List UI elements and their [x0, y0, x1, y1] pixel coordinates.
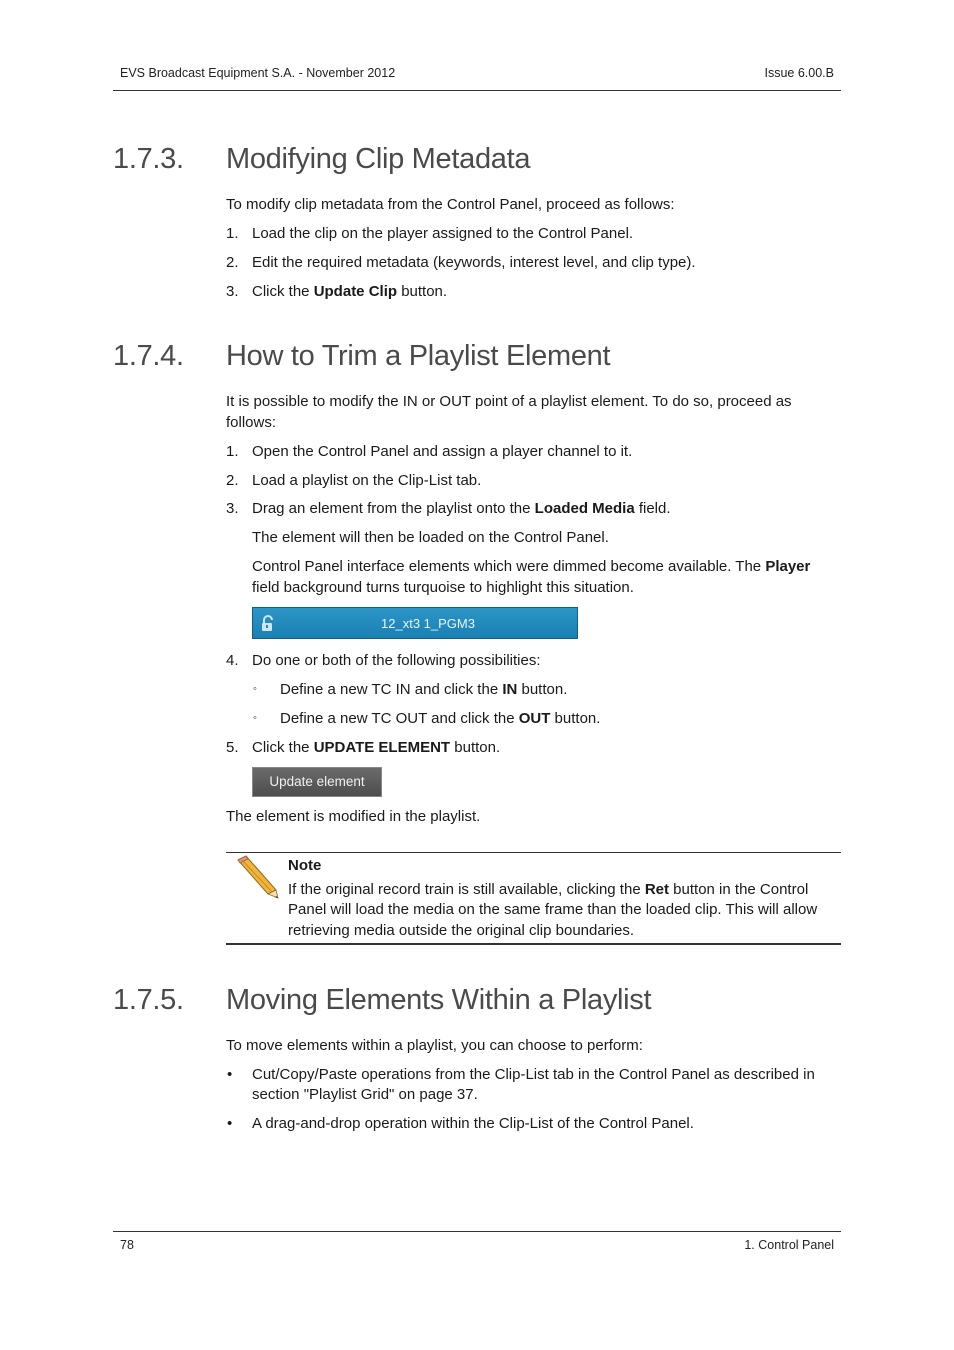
list-number: 1.	[226, 443, 239, 460]
player-field[interactable]	[252, 607, 578, 639]
bold-term: OUT	[518, 710, 551, 727]
sub-list-item	[280, 708, 600, 729]
note-line: retrieving media outside the original clip boundaries.	[288, 922, 635, 939]
bold-term: Player	[765, 558, 811, 575]
list-item: Open the Control Panel and assign a player channel to it.	[252, 443, 633, 460]
list-item: Do one or both of the following possibilities:	[252, 652, 541, 669]
player-field-text: 12_xt3 1_PGM3	[381, 616, 475, 631]
bold-term: Loaded Media	[534, 500, 635, 517]
header-rule	[113, 90, 841, 91]
paragraph-line: follows:	[226, 414, 277, 431]
sub-bullet: ◦	[253, 712, 257, 724]
text-run: If the original record train is still available, clicking the	[288, 881, 645, 898]
bullet: •	[227, 1066, 233, 1083]
list-number: 3.	[226, 500, 239, 517]
text-run: Drag an element from the playlist onto the	[252, 500, 535, 517]
section-title: Modifying Clip Metadata	[226, 143, 531, 175]
list-item	[252, 737, 500, 758]
text-run: button.	[550, 710, 601, 727]
bold-term: Ret	[644, 881, 670, 898]
section-number: 1.7.3.	[113, 143, 184, 175]
paragraph-line	[252, 556, 810, 577]
paragraph: To move elements within a playlist, you can choose to perform:	[226, 1037, 643, 1054]
text-run: Click the	[252, 739, 314, 756]
bullet-item: A drag-and-drop operation within the Clip-List of the Control Panel.	[252, 1115, 694, 1132]
text-run: Define a new TC IN and click the	[280, 681, 503, 698]
bold-term: UPDATE ELEMENT	[313, 739, 451, 756]
text-run: button.	[450, 739, 501, 756]
section-number: 1.7.5.	[113, 984, 184, 1016]
list-item: Edit the required metadata (keywords, interest level, and clip type).	[252, 254, 696, 271]
note-title: Note	[288, 857, 322, 874]
note-top-rule	[226, 852, 841, 853]
note-line	[288, 879, 808, 900]
paragraph-line: It is possible to modify the IN or OUT point of a playlist element. To do so, proceed as	[226, 393, 792, 410]
sub-bullet: ◦	[253, 683, 257, 695]
pencil-icon	[232, 854, 280, 900]
sub-list-item	[280, 679, 567, 700]
list-number: 2.	[226, 472, 239, 489]
bold-term: IN	[502, 681, 518, 698]
note-bottom-rule	[226, 943, 841, 945]
text-run: button.	[397, 283, 448, 300]
step-note: The element will then be loaded on the Control Panel.	[252, 529, 609, 546]
note-line: Panel will load the media on the same frame than the loaded clip. This will allow	[288, 901, 818, 918]
list-item: Load a playlist on the Clip-List tab.	[252, 472, 482, 489]
text-run: Control Panel interface elements which were dimmed become available. The	[252, 558, 766, 575]
list-number: 3.	[226, 283, 239, 300]
paragraph: The element is modified in the playlist.	[226, 808, 481, 825]
header-left: EVS Broadcast Equipment S.A. - November 2012	[120, 66, 396, 80]
footer-chapter: 1. Control Panel	[744, 1238, 834, 1252]
bullet-item-line: Cut/Copy/Paste operations from the Clip-List tab in the Control Panel as described in	[252, 1066, 815, 1083]
text-run: Define a new TC OUT and click the	[280, 710, 519, 727]
list-item	[252, 281, 447, 302]
paragraph-line: field background turns turquoise to highlight this situation.	[252, 579, 634, 596]
list-number: 4.	[226, 652, 239, 669]
bold-term: Update Clip	[313, 283, 398, 300]
text-run: button.	[517, 681, 568, 698]
page-number: 78	[120, 1238, 134, 1252]
bullet: •	[227, 1115, 233, 1132]
section-title: Moving Elements Within a Playlist	[226, 984, 652, 1016]
list-number: 5.	[226, 739, 239, 756]
text-run: field.	[634, 500, 671, 517]
header-right: Issue 6.00.B	[764, 66, 834, 80]
list-number: 2.	[226, 254, 239, 271]
section-title: How to Trim a Playlist Element	[226, 340, 611, 372]
paragraph: To modify clip metadata from the Control Panel, proceed as follows:	[226, 196, 675, 213]
section-number: 1.7.4.	[113, 340, 184, 372]
bullet-item-line: section "Playlist Grid" on page 37.	[252, 1086, 478, 1103]
list-item: Load the clip on the player assigned to the Control Panel.	[252, 225, 634, 242]
footer-rule	[113, 1231, 841, 1232]
text-run: Click the	[252, 283, 314, 300]
list-number: 1.	[226, 225, 239, 242]
update-element-button[interactable]: Update element	[252, 767, 382, 797]
list-item	[252, 498, 671, 519]
text-run: button in the Control	[669, 881, 809, 898]
